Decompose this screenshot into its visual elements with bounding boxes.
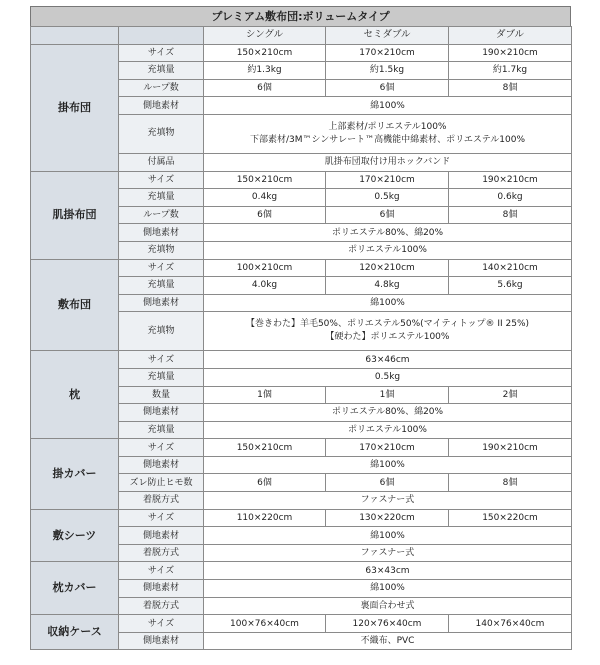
value-line: 【巻きわた】羊毛50%、ポリエステル50%(マイティトップ® II 25%) <box>245 319 530 330</box>
row-label: 側地素材 <box>119 224 204 242</box>
merged-value-cell: 綿100% <box>204 97 572 115</box>
row-label: 側地素材 <box>119 456 204 474</box>
column-header-single: シングル <box>204 27 326 45</box>
category-cell: 敷シーツ <box>31 509 119 562</box>
value-cell: 130×220cm <box>326 509 449 527</box>
category-cell: 収納ケース <box>31 615 119 650</box>
row-label: 側地素材 <box>119 527 204 545</box>
value-cell: 約1.5kg <box>326 62 449 80</box>
row-label: ループ数 <box>119 79 204 97</box>
row-label: 側地素材 <box>119 294 204 312</box>
merged-value-cell: 0.5kg <box>204 368 572 386</box>
row-label: 側地素材 <box>119 97 204 115</box>
value-cell: 190×210cm <box>449 171 572 189</box>
merged-value-cell: 裏面合わせ式 <box>204 597 572 615</box>
value-cell: 120×76×40cm <box>326 615 449 633</box>
merged-value-cell: ポリエステル80%、綿20% <box>204 404 572 422</box>
merged-value-cell: 不織布、PVC <box>204 632 572 650</box>
row-label: 付属品 <box>119 153 204 171</box>
row-label: サイズ <box>119 562 204 580</box>
category-cell: 肌掛布団 <box>31 171 119 259</box>
row-label: サイズ <box>119 259 204 277</box>
value-cell: 約1.7kg <box>449 62 572 80</box>
row-label: 着脱方式 <box>119 544 204 562</box>
spec-row <box>31 259 572 277</box>
spec-row <box>31 509 572 527</box>
value-cell: 110×220cm <box>204 509 326 527</box>
spec-row <box>31 439 572 457</box>
merged-value-cell: ファスナー式 <box>204 544 572 562</box>
value-line: 下部素材/3M™シンサレート™高機能中綿素材、ポリエステル100% <box>249 134 526 145</box>
value-cell: 190×210cm <box>449 44 572 62</box>
value-cell: 0.4kg <box>204 189 326 207</box>
category-cell: 掛カバー <box>31 439 119 509</box>
header-blank-cell <box>119 27 204 45</box>
merged-value-cell: 63×46cm <box>204 351 572 369</box>
row-label: 充填物 <box>119 312 204 351</box>
row-label: 側地素材 <box>119 580 204 598</box>
value-cell: 8個 <box>449 206 572 224</box>
category-cell: 掛布団 <box>31 44 119 171</box>
row-label: 充填量 <box>119 62 204 80</box>
value-cell: 140×210cm <box>449 259 572 277</box>
merged-value-cell: ポリエステル100% <box>204 241 572 259</box>
value-cell: 150×210cm <box>204 439 326 457</box>
row-label: 数量 <box>119 386 204 404</box>
value-cell: 150×210cm <box>204 44 326 62</box>
merged-value-cell: 綿100% <box>204 580 572 598</box>
value-cell: 6個 <box>326 474 449 492</box>
value-cell: 150×210cm <box>204 171 326 189</box>
value-cell: 190×210cm <box>449 439 572 457</box>
value-cell: 6個 <box>326 79 449 97</box>
row-label: 充填量 <box>119 277 204 295</box>
merged-value-cell <box>204 312 572 351</box>
row-label: 側地素材 <box>119 404 204 422</box>
value-cell: 170×210cm <box>326 171 449 189</box>
column-header-semi-double: セミダブル <box>326 27 449 45</box>
value-cell: 4.8kg <box>326 277 449 295</box>
value-cell: 120×210cm <box>326 259 449 277</box>
row-label: サイズ <box>119 171 204 189</box>
row-label: サイズ <box>119 509 204 527</box>
category-cell: 敷布団 <box>31 259 119 351</box>
value-cell: 100×210cm <box>204 259 326 277</box>
value-cell: 4.0kg <box>204 277 326 295</box>
row-label: サイズ <box>119 351 204 369</box>
merged-value-cell <box>204 114 572 153</box>
value-cell: 170×210cm <box>326 439 449 457</box>
value-line: 【硬わた】ポリエステル100% <box>325 332 450 343</box>
merged-value-cell: ポリエステル80%、綿20% <box>204 224 572 242</box>
row-label: サイズ <box>119 439 204 457</box>
spec-title: プレミアム敷布団:ボリュームタイプ <box>30 6 571 26</box>
column-header-row <box>31 27 572 45</box>
value-cell: 1個 <box>326 386 449 404</box>
value-line: 上部素材/ポリエステル100% <box>328 121 447 132</box>
value-cell: 6個 <box>204 474 326 492</box>
value-cell: 170×210cm <box>326 44 449 62</box>
value-cell: 150×220cm <box>449 509 572 527</box>
merged-value-cell: ファスナー式 <box>204 492 572 510</box>
row-label: 充填量 <box>119 368 204 386</box>
row-label: 着脱方式 <box>119 492 204 510</box>
row-label: ループ数 <box>119 206 204 224</box>
category-cell: 枕カバー <box>31 562 119 615</box>
spec-row <box>31 615 572 633</box>
merged-value-cell: 綿100% <box>204 527 572 545</box>
spec-row <box>31 44 572 62</box>
spec-row <box>31 562 572 580</box>
merged-value-cell: 63×43cm <box>204 562 572 580</box>
value-cell: 8個 <box>449 79 572 97</box>
row-label: 着脱方式 <box>119 597 204 615</box>
row-label: サイズ <box>119 615 204 633</box>
value-cell: 8個 <box>449 474 572 492</box>
spec-row <box>31 351 572 369</box>
header-blank-cell <box>31 27 119 45</box>
row-label: 充填物 <box>119 241 204 259</box>
value-cell: 約1.3kg <box>204 62 326 80</box>
row-label: 充填物 <box>119 114 204 153</box>
spec-row <box>31 171 572 189</box>
value-cell: 6個 <box>204 79 326 97</box>
row-label: ズレ防止ヒモ数 <box>119 474 204 492</box>
value-cell: 1個 <box>204 386 326 404</box>
row-label: サイズ <box>119 44 204 62</box>
spec-sheet <box>30 6 571 650</box>
value-cell: 100×76×40cm <box>204 615 326 633</box>
value-cell: 6個 <box>326 206 449 224</box>
merged-value-cell: ポリエステル100% <box>204 421 572 439</box>
value-cell: 2個 <box>449 386 572 404</box>
value-cell: 6個 <box>204 206 326 224</box>
value-cell: 5.6kg <box>449 277 572 295</box>
value-cell: 0.6kg <box>449 189 572 207</box>
value-cell: 0.5kg <box>326 189 449 207</box>
row-label: 充填量 <box>119 421 204 439</box>
row-label: 側地素材 <box>119 632 204 650</box>
value-cell: 140×76×40cm <box>449 615 572 633</box>
column-header-double: ダブル <box>449 27 572 45</box>
spec-table <box>30 26 572 650</box>
row-label: 充填量 <box>119 189 204 207</box>
merged-value-cell: 綿100% <box>204 456 572 474</box>
category-cell: 枕 <box>31 351 119 439</box>
merged-value-cell: 肌掛布団取付け用ホックバンド <box>204 153 572 171</box>
merged-value-cell: 綿100% <box>204 294 572 312</box>
